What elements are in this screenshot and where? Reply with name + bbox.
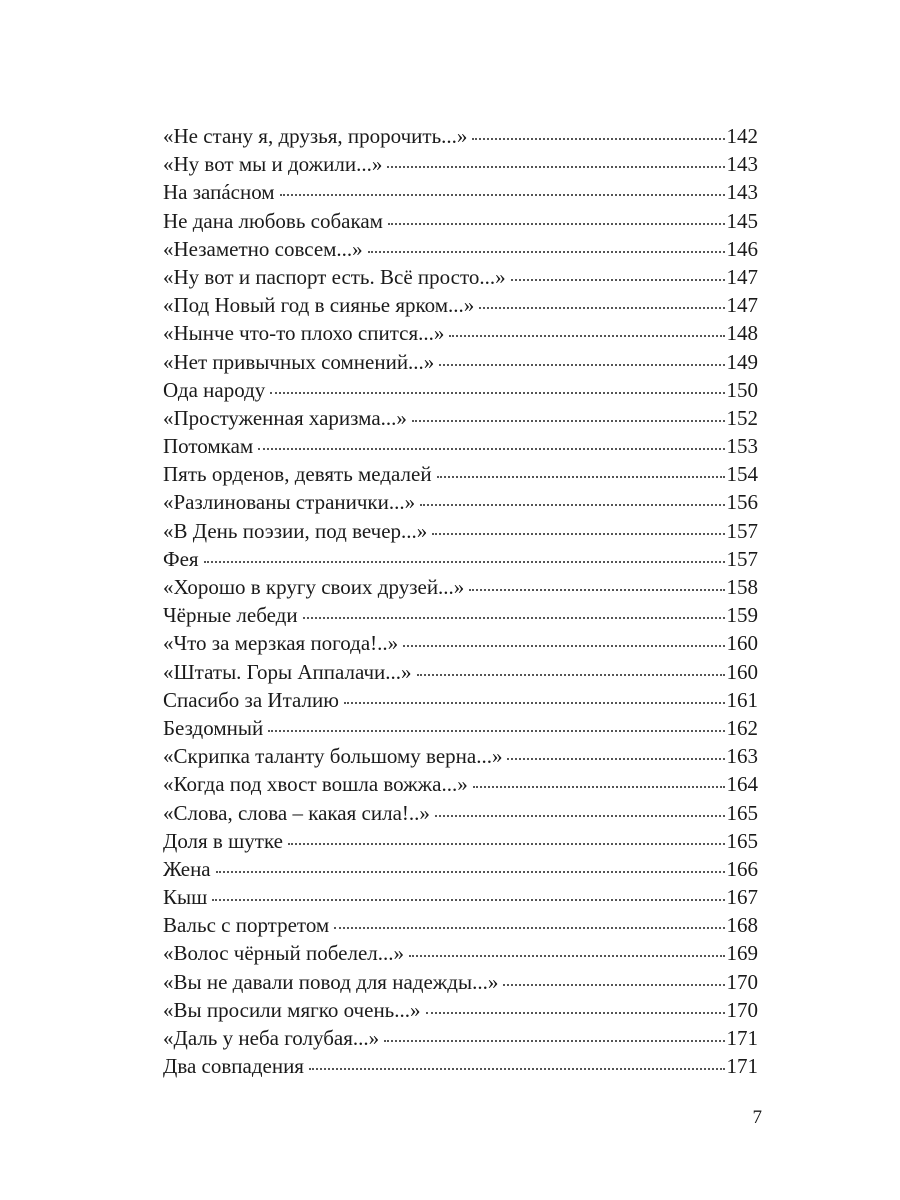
dot-leader xyxy=(303,617,725,619)
dot-leader xyxy=(417,674,725,676)
toc-entry-title: «Под Новый год в сиянье ярком...» xyxy=(163,293,475,318)
dot-leader xyxy=(368,251,725,253)
toc-entry-title: Доля в шутке xyxy=(163,828,283,853)
toc-entry-title: «Незаметно совсем...» xyxy=(163,236,363,261)
toc-entry-page: 148 xyxy=(726,321,758,346)
toc-entry-title: Не дана любовь собакам xyxy=(163,208,383,233)
toc-entry-page: 167 xyxy=(726,885,758,910)
toc-entry-title: Два совпадения xyxy=(163,1054,304,1079)
dot-leader xyxy=(439,364,724,366)
toc-entry xyxy=(163,404,758,432)
dot-leader xyxy=(334,927,724,929)
toc-entry-title: «Вы не давали повод для надежды...» xyxy=(163,969,499,994)
toc-entry-title: «Не стану я, друзья, пророчить...» xyxy=(163,124,468,148)
dot-leader xyxy=(426,1012,725,1014)
toc-entry-title: «Вы просили мягко очень...» xyxy=(163,997,421,1022)
toc-entry xyxy=(163,742,758,770)
toc-entry xyxy=(163,488,758,516)
toc-entry xyxy=(163,122,758,150)
toc-entry-title: «Ну вот мы и дожили...» xyxy=(163,152,383,177)
toc-entry-title: Чёрные лебеди xyxy=(163,603,298,628)
toc-entry xyxy=(163,855,758,883)
toc-entry-page: 163 xyxy=(726,744,758,769)
toc-entry-title: Фея xyxy=(163,546,199,571)
toc-entry xyxy=(163,376,758,404)
toc-entry-page: 154 xyxy=(726,462,758,487)
toc-entry-page: 162 xyxy=(726,715,758,740)
toc-entry-title: Вальс с портретом xyxy=(163,913,330,938)
toc-entry xyxy=(163,686,758,714)
dot-leader xyxy=(288,843,725,845)
dot-leader xyxy=(216,871,725,873)
toc-entry xyxy=(163,263,758,291)
toc-entry xyxy=(163,573,758,601)
toc-entry-title: «Скрипка таланту большому верна...» xyxy=(163,744,503,769)
toc-entry-page: 147 xyxy=(726,293,758,318)
toc-entry-title: Бездомный xyxy=(163,715,264,740)
toc-entry xyxy=(163,601,758,629)
toc-entry-page: 164 xyxy=(726,772,758,797)
toc-entry xyxy=(163,150,758,178)
dot-leader xyxy=(387,166,724,168)
toc-entry xyxy=(163,911,758,939)
toc-entry-page: 142 xyxy=(726,124,758,148)
toc-entry-page: 157 xyxy=(726,518,758,543)
dot-leader xyxy=(432,533,724,535)
toc-entry-page: 161 xyxy=(726,687,758,712)
toc-entry-page: 143 xyxy=(726,152,758,177)
toc-entry-page: 160 xyxy=(726,659,758,684)
toc-entry-title: «Штаты. Горы Аппалачи...» xyxy=(163,659,412,684)
toc-entry-title: «Нынче что-то плохо спится...» xyxy=(163,321,445,346)
dot-leader xyxy=(403,645,724,647)
toc-entry xyxy=(163,235,758,263)
toc-entry-page: 153 xyxy=(726,434,758,459)
dot-leader xyxy=(479,307,724,309)
toc-entry-title: «Хорошо в кругу своих друзей...» xyxy=(163,575,465,599)
toc-entry xyxy=(163,1024,758,1052)
dot-leader xyxy=(204,561,725,563)
page-number: 7 xyxy=(752,1107,762,1128)
toc-entry-title: «Ну вот и паспорт есть. Всё просто...» xyxy=(163,264,506,289)
toc-entry xyxy=(163,658,758,686)
toc-entry-page: 165 xyxy=(726,800,758,825)
table-of-contents xyxy=(163,122,758,1080)
dot-leader xyxy=(437,476,725,478)
toc-entry xyxy=(163,968,758,996)
toc-entry-page: 170 xyxy=(726,997,758,1022)
toc-entry-title: Жена xyxy=(163,856,211,881)
toc-entry xyxy=(163,348,758,376)
dot-leader xyxy=(420,504,724,506)
toc-entry-title: «В День поэзии, под вечер...» xyxy=(163,518,428,543)
dot-leader xyxy=(469,589,724,591)
toc-entry xyxy=(163,770,758,798)
toc-entry-title: Спасибо за Италию xyxy=(163,687,339,712)
toc-entry-page: 168 xyxy=(726,913,758,938)
toc-entry-page: 158 xyxy=(726,575,758,599)
dot-leader xyxy=(344,702,725,704)
toc-entry-page: 171 xyxy=(726,1026,758,1050)
toc-entry-title: «Даль у неба голубая...» xyxy=(163,1026,380,1050)
dot-leader xyxy=(449,335,724,337)
toc-entry xyxy=(163,629,758,657)
toc-entry xyxy=(163,1052,758,1080)
toc-entry xyxy=(163,996,758,1024)
toc-entry-page: 145 xyxy=(726,208,758,233)
toc-entry-page: 149 xyxy=(726,349,758,374)
toc-entry xyxy=(163,939,758,967)
toc-entry-title: Пять орденов, девять медалей xyxy=(163,462,432,487)
toc-entry-page: 143 xyxy=(726,180,758,205)
toc-entry-page: 171 xyxy=(726,1054,758,1079)
dot-leader xyxy=(388,223,725,225)
toc-entry-title: Кыш xyxy=(163,885,208,910)
dot-leader xyxy=(309,1068,725,1070)
toc-entry-page: 156 xyxy=(726,490,758,515)
toc-entry xyxy=(163,432,758,460)
toc-entry-title: «Разлинованы странички...» xyxy=(163,490,416,515)
toc-entry-title: «Что за мерзкая погода!..» xyxy=(163,631,399,656)
toc-entry xyxy=(163,883,758,911)
toc-entry xyxy=(163,799,758,827)
toc-entry xyxy=(163,460,758,488)
toc-entry-title: Ода народу xyxy=(163,377,266,402)
dot-leader xyxy=(409,955,724,957)
toc-entry-page: 146 xyxy=(726,236,758,261)
dot-leader xyxy=(511,279,725,281)
toc-entry-page: 166 xyxy=(726,856,758,881)
toc-entry xyxy=(163,207,758,235)
dot-leader xyxy=(270,392,724,394)
dot-leader xyxy=(503,984,724,986)
toc-entry-title: «Когда под хвост вошла вожжа...» xyxy=(163,772,468,797)
toc-entry xyxy=(163,178,758,206)
toc-entry xyxy=(163,714,758,742)
toc-entry-title: «Волос чёрный побелел...» xyxy=(163,941,405,966)
toc-entry-page: 169 xyxy=(726,941,758,966)
toc-entry-page: 165 xyxy=(726,828,758,853)
dot-leader xyxy=(212,899,724,901)
toc-entry-page: 150 xyxy=(726,377,758,402)
toc-entry xyxy=(163,545,758,573)
toc-entry xyxy=(163,291,758,319)
dot-leader xyxy=(473,786,725,788)
toc-entry-title: «Простуженная харизма...» xyxy=(163,405,407,430)
dot-leader xyxy=(268,730,724,732)
toc-entry-page: 157 xyxy=(726,546,758,571)
dot-leader xyxy=(384,1040,724,1042)
toc-entry-page: 147 xyxy=(726,264,758,289)
dot-leader xyxy=(435,815,725,817)
toc-entry xyxy=(163,827,758,855)
toc-entry-title: Потомкам xyxy=(163,434,254,459)
dot-leader xyxy=(472,138,724,140)
toc-entry-page: 160 xyxy=(726,631,758,656)
toc-entry-title: «Нет привычных сомнений...» xyxy=(163,349,435,374)
toc-entry xyxy=(163,319,758,347)
toc-entry-page: 159 xyxy=(726,603,758,628)
dot-leader xyxy=(507,758,724,760)
dot-leader xyxy=(412,420,725,422)
toc-entry-page: 170 xyxy=(726,969,758,994)
toc-entry-page: 152 xyxy=(726,405,758,430)
toc-entry-title: «Слова, слова – какая сила!..» xyxy=(163,800,430,825)
dot-leader xyxy=(280,194,725,196)
toc-entry-title: На запáсном xyxy=(163,180,275,205)
toc-entry xyxy=(163,517,758,545)
dot-leader xyxy=(258,448,724,450)
